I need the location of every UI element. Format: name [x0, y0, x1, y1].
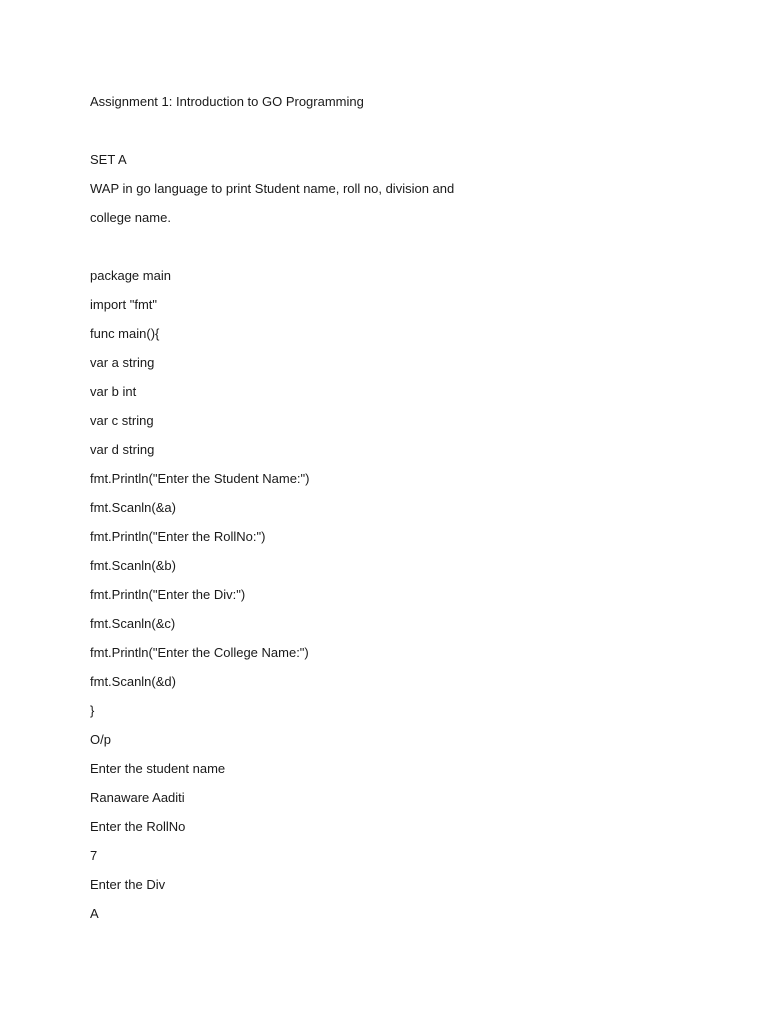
blank-line: [90, 119, 690, 148]
code-line: func main(){: [90, 326, 160, 341]
output-block: [90, 757, 690, 931]
blank-line: [90, 235, 690, 264]
output-line: A: [90, 906, 99, 921]
set-label: SET A: [90, 152, 127, 167]
code-line: fmt.Scanln(&a): [90, 500, 176, 515]
code-line: fmt.Println("Enter the Student Name:"): [90, 471, 310, 486]
output-label: O/p: [90, 732, 111, 747]
question-line-1: WAP in go language to print Student name, roll no, division and: [90, 181, 455, 196]
output-line: Ranaware Aaditi: [90, 790, 185, 805]
output-line: Enter the RollNo: [90, 819, 186, 834]
question-line-2: college name.: [90, 210, 171, 225]
code-line: var a string: [90, 355, 155, 370]
code-line: fmt.Println("Enter the Div:"): [90, 587, 246, 602]
assignment-title: Assignment 1: Introduction to GO Programming: [90, 94, 364, 109]
code-line: var d string: [90, 442, 155, 457]
code-line: var b int: [90, 384, 137, 399]
code-line: fmt.Scanln(&b): [90, 558, 176, 573]
code-line: fmt.Println("Enter the College Name:"): [90, 645, 309, 660]
code-line: package main: [90, 268, 171, 283]
code-block: [90, 264, 690, 728]
document-body: [90, 90, 690, 931]
code-line: import "fmt": [90, 297, 158, 312]
code-line: }: [90, 703, 95, 718]
code-line: fmt.Scanln(&c): [90, 616, 176, 631]
code-line: fmt.Scanln(&d): [90, 674, 176, 689]
code-line: fmt.Println("Enter the RollNo:"): [90, 529, 266, 544]
code-line: var c string: [90, 413, 154, 428]
output-line: Enter the student name: [90, 761, 226, 776]
output-line: Enter the Div: [90, 877, 166, 892]
output-line: 7: [90, 848, 98, 863]
